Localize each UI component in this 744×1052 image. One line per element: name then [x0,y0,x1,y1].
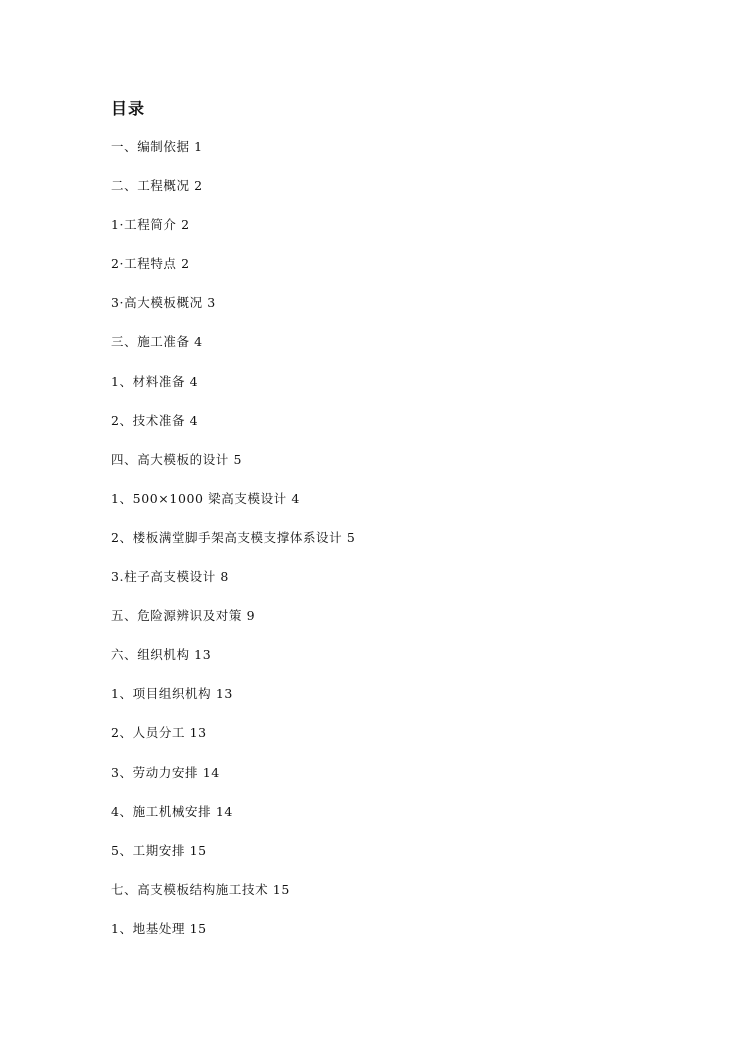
toc-entry: 七、高支模板结构施工技术 15 [111,881,290,897]
toc-title: 目录 [111,99,146,118]
toc-entry: 3、劳动力安排 14 [111,764,220,780]
toc-entry: 1·工程简介 2 [111,217,190,233]
toc-entry: 1、项目组织机构 13 [111,686,233,702]
toc-entry: 3.柱子高支模设计 8 [111,569,229,585]
toc-entry: 一、编制依据 1 [111,139,203,154]
toc-entry: 三、施工准备 4 [111,334,203,350]
toc-list [111,139,355,960]
toc-entry: 4、施工机械安排 14 [111,803,233,819]
toc-entry: 二、工程概况 2 [111,178,203,194]
toc-entry: 2、人员分工 13 [111,725,207,741]
toc-entry: 1、500×1000 梁高支模设计 4 [111,490,300,506]
toc-entry: 五、危险源辨识及对策 9 [111,608,256,624]
toc-entry: 3·高大模板概况 3 [111,295,216,311]
toc-entry: 2、技术准备 4 [111,412,199,428]
toc-entry: 四、高大模板的设计 5 [111,451,243,467]
toc-entry: 5、工期安排 15 [111,842,207,858]
toc-entry: 2·工程特点 2 [111,256,190,272]
toc-entry: 1、材料准备 4 [111,373,199,389]
toc-entry: 1、地基处理 15 [111,920,207,936]
toc-entry: 六、组织机构 13 [111,647,212,663]
toc-entry: 2、楼板满堂脚手架高支模支撑体系设计 5 [111,529,356,545]
